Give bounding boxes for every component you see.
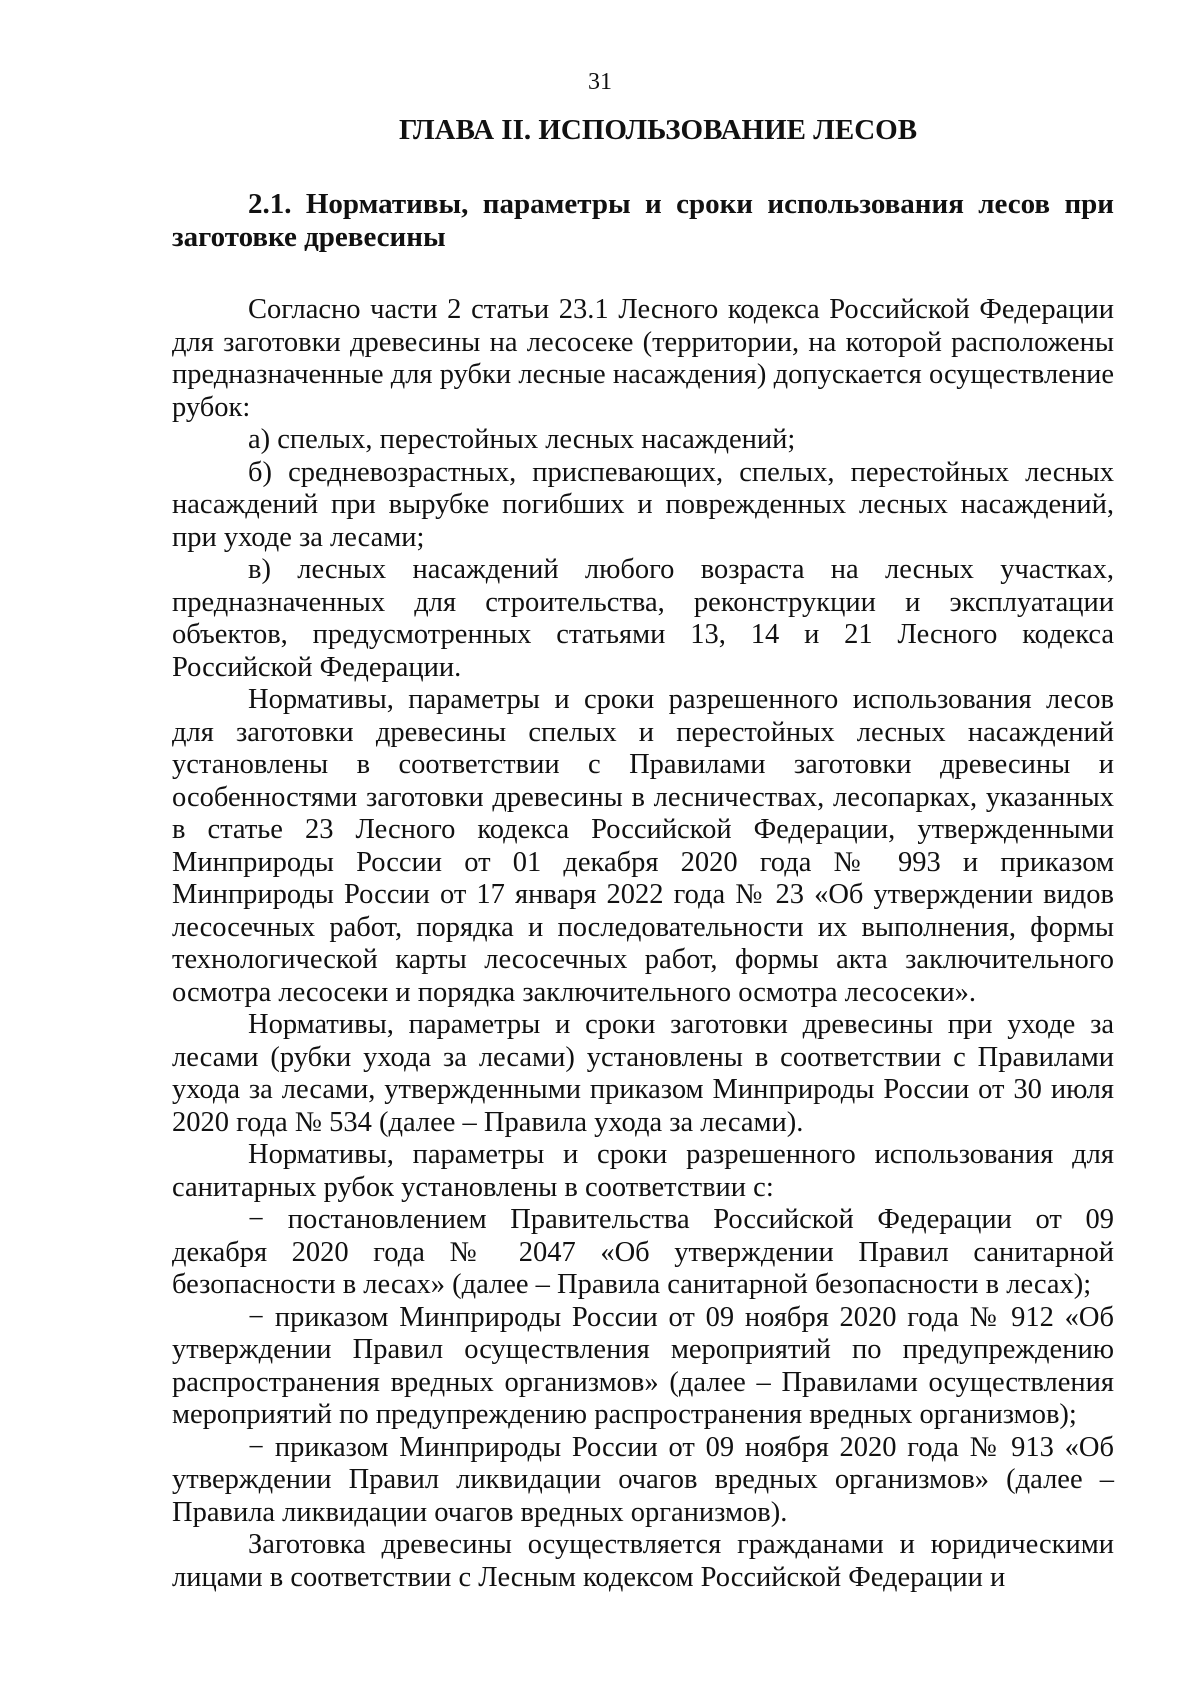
body-text xyxy=(172,294,1114,1594)
paragraph-harvest-norms: Нормативы, параметры и сроки разрешенного использования лесов для заготовки древесины спелых и перестойных лесных насаждений установлены в соответствии с Правилами заготовки древесины и особенностями заготовки древесины в лесничествах, лесопарках, указанных в статье 23 Лесного кодекса Российской Федерации, утвержденными Минприроды России от 01 декабря 2020 года № 993 и приказом Минприроды России от 17 января 2022 года № 23 «Об утверждении видов лесосечных работ, порядка и последовательности их выполнения, формы технологической карты лесосечных работ, формы акта заключительного осмотра лесосеки и порядка заключительного осмотра лесосеки». xyxy=(172,684,1114,1008)
list-item-order-913: − приказом Минприроды России от 09 ноября 2020 года № 913 «Об утверждении Правил ликвидации очагов вредных организмов» (далее – Правила ликвидации очагов вредных организмов). xyxy=(172,1431,1114,1528)
page-number: 31 xyxy=(588,69,612,95)
list-item-b: б) средневозрастных, приспевающих, спелых, перестойных лесных насаждений при вырубке погибших и поврежденных лесных насаждений, при уходе за лесами; xyxy=(172,456,1114,553)
paragraph-harvest-by-citizens: Заготовка древесины осуществляется гражданами и юридическими лицами в соответствии с Лесным кодексом Российской Федерации и xyxy=(172,1529,1114,1593)
chapter-title: ГЛАВА II. ИСПОЛЬЗОВАНИЕ ЛЕСОВ xyxy=(398,114,918,146)
paragraph-intro: Согласно части 2 статьи 23.1 Лесного кодекса Российской Федерации для заготовки древесины на лесосеке (территории, на которой расположены предназначенные для рубки лесные насаждения) допускается осуществление рубок: xyxy=(172,294,1114,423)
list-item-order-912: − приказом Минприроды России от 09 ноября 2020 года № 912 «Об утверждении Правил осуществления мероприятий по предупреждению распространения вредных организмов» (далее – Правилами осуществления мероприятий по предупреждению распространения вредных организмов); xyxy=(172,1301,1114,1430)
list-item-v: в) лесных насаждений любого возраста на лесных участках, предназначенных для строительства, реконструкции и эксплуатации объектов, предусмотренных статьями 13, 14 и 21 Лесного кодекса Российской Федерации. xyxy=(172,554,1114,683)
list-item-decree-2047: − постановлением Правительства Российской Федерации от 09 декабря 2020 года № 2047 «Об утверждении Правил санитарной безопасности в лесах» (далее – Правила санитарной безопасности в лесах); xyxy=(172,1204,1114,1300)
paragraph-care-norms: Нормативы, параметры и сроки заготовки древесины при уходе за лесами (рубки ухода за лесами) установлены в соответствии с Правилами ухода за лесами, утвержденными приказом Минприроды России от 30 июля 2020 года № 534 (далее – Правила ухода за лесами). xyxy=(172,1009,1114,1138)
page-content xyxy=(172,112,1114,1594)
paragraph-sanitary-norms: Нормативы, параметры и сроки разрешенного использования для санитарных рубок установлены в соответствии с: xyxy=(172,1139,1114,1203)
section-title: 2.1. Нормативы, параметры и сроки использования лесов при заготовке древесины xyxy=(172,188,1114,253)
list-item-a: а) спелых, перестойных лесных насаждений; xyxy=(248,424,796,455)
